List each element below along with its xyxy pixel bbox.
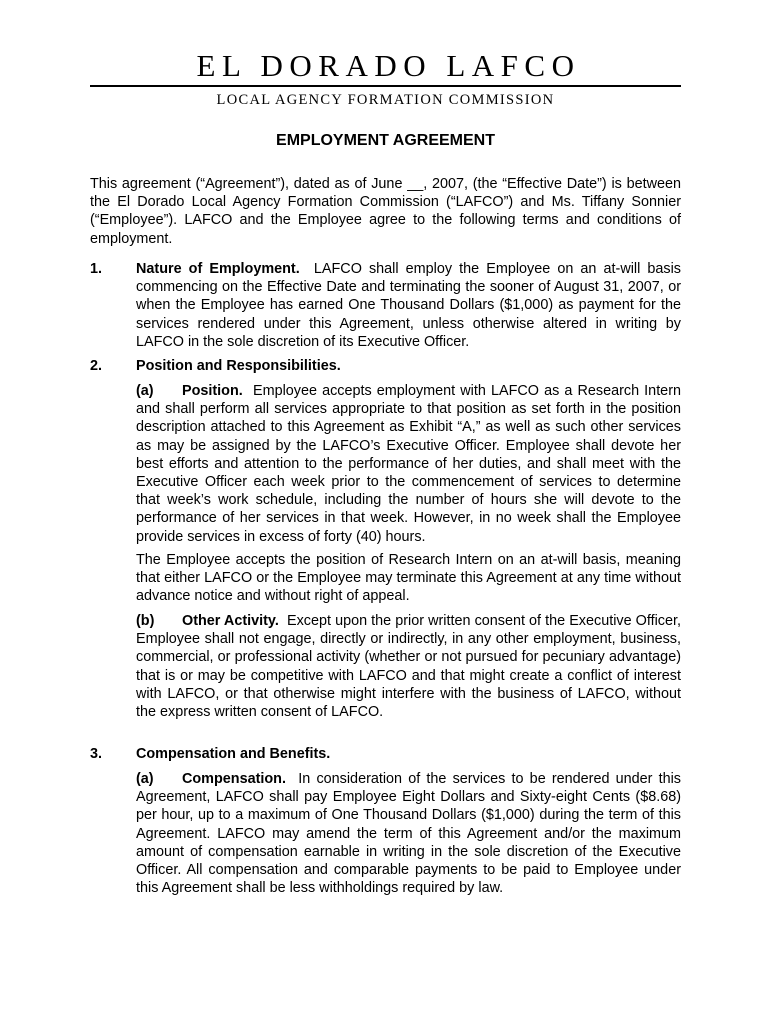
section-2a-second-paragraph: The Employee accepts the position of Research Intern on an at-will basis, meaning that either LAFCO or the Employee may terminate this Agreement at any time without advance notice and without right of appeal. — [136, 552, 681, 605]
letterhead-rule — [90, 85, 681, 87]
section-3a-heading: Compensation. — [182, 771, 286, 787]
letterhead-title: EL DORADO LAFCO — [196, 48, 581, 83]
document-title: EMPLOYMENT AGREEMENT — [276, 132, 495, 149]
section-2a-heading: Position. — [182, 383, 243, 399]
section-1-text: LAFCO shall employ the Employee on an at-will basis commencing on the Effective Date and terminating the sooner of August 31, 2007, or when the Employee has earned One Thousand Dollars ($1,000) as payment for the services rendered under this Agreement, unless otherwise altered in writing by LAFCO in the sole discretion of its Executive Officer. — [136, 261, 681, 350]
section-1-number: 1. — [90, 261, 103, 277]
section-2a-label: (a) — [136, 383, 154, 399]
section-3a-paragraph — [136, 770, 681, 897]
section-1-heading: Nature of Employment. — [136, 261, 300, 277]
section-3-number: 3. — [90, 746, 103, 762]
section-3a-label: (a) — [136, 771, 154, 787]
section-2b-paragraph — [136, 612, 681, 721]
section-2b-heading: Other Activity. — [182, 613, 279, 629]
section-2-number: 2. — [90, 358, 103, 374]
section-2-heading: Position and Responsibilities. — [136, 358, 341, 374]
intro-paragraph: This agreement (“Agreement”), dated as of June __, 2007, (the “Effective Date”) is between the El Dorado Local Agency Formation Commission (“LAFCO”) and Ms. Tiffany Sonnier (“Employee”). LAFCO and the Employee agree to the following terms and conditions of employment. — [90, 176, 681, 247]
section-2a-text: Employee accepts employment with LAFCO as a Research Intern and shall perform all services appropriate to that position as set forth in the position description attached to this Agreement as Exhibit “A,” as well as such other services as may be assigned by the LAFCO’s Executive Officer. Employee shall devote her best efforts and attention to the performance of her duties, and shall meet with the Executive Officer each week prior to the commencement of services to determine that week’s work schedule, including the number of hours she will devote to the performance of her services in that week. However, in no week shall the Employee provide services in excess of forty (40) hours. — [136, 383, 681, 545]
section-1-paragraph — [136, 260, 681, 351]
section-3a-text: In consideration of the services to be rendered under this Agreement, LAFCO shall pay Employee Eight Dollars and Sixty-eight Cents ($8.68) per hour, up to a maximum of One Thousand Dollars ($1,000) during the term of this Agreement. LAFCO may amend the term of this Agreement and/or the maximum amount of compensation earnable in writing in the sole discretion of the Executive Officer. All compensation and comparable payments to be paid to Employee under this Agreement shall be less withholdings required by law. — [136, 771, 681, 897]
section-2a-paragraph — [136, 382, 681, 546]
section-2b-text: Except upon the prior written consent of the Executive Officer, Employee shall not engage, directly or indirectly, in any other employment, business, commercial, or professional activity (whether or not pursued for pecuniary advantage) that is or may be competitive with LAFCO and that might create a conflict of interest with LAFCO, or that otherwise might interfere with the business of LAFCO, without the express written consent of LAFCO. — [136, 613, 681, 721]
section-3-heading: Compensation and Benefits. — [136, 746, 331, 762]
section-2b-label: (b) — [136, 613, 155, 629]
letterhead-subtitle: LOCAL AGENCY FORMATION COMMISSION — [216, 92, 555, 108]
letterhead — [90, 48, 681, 109]
